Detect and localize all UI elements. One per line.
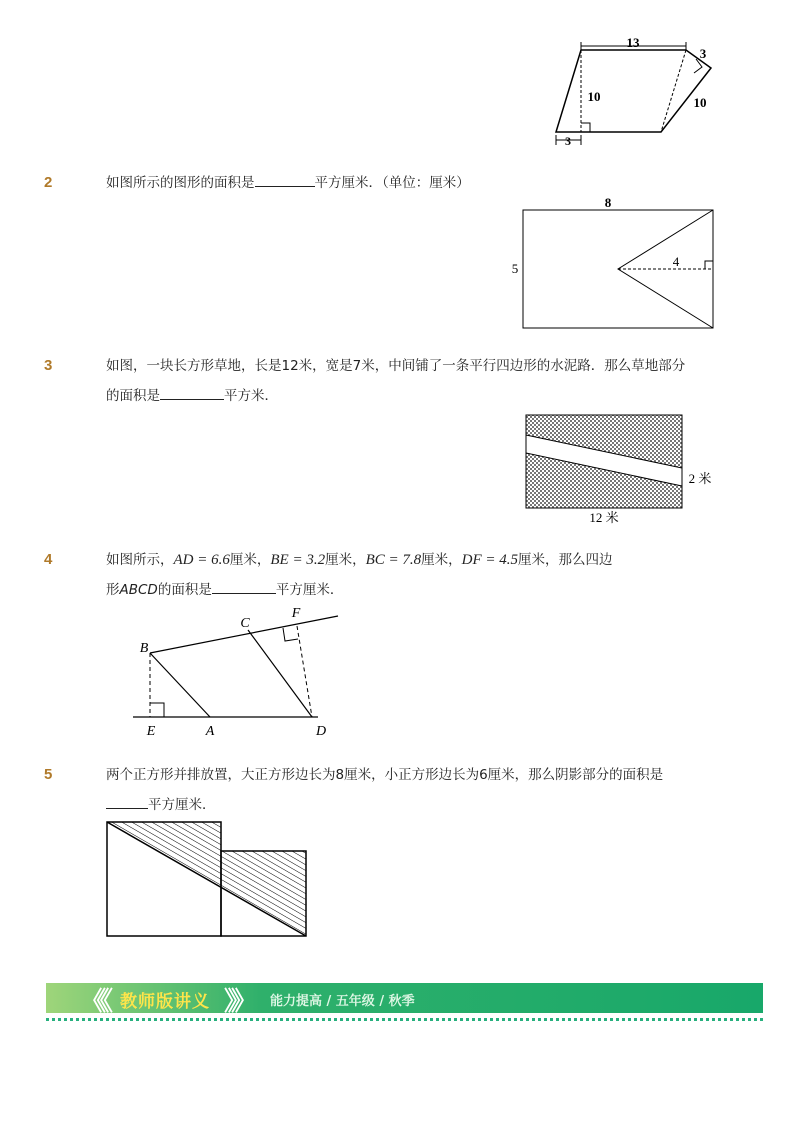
quad-abcd: ABCD (119, 582, 158, 598)
fig3-right-label: 2 米 (688, 471, 712, 486)
problem-4-text (106, 545, 613, 605)
unit-1: 厘米， (229, 552, 271, 568)
fig2-top-label: 8 (604, 195, 612, 210)
eq-df: DF = 4.5 (461, 552, 518, 568)
problem-3-line2-before: 的面积是 (106, 388, 160, 404)
fig2-left-label: 5 (511, 261, 519, 276)
problem-3-text (106, 351, 685, 411)
problem-2-before: 如图所示的图形的面积是 (106, 175, 255, 191)
figure-2-rectangle (505, 195, 720, 335)
figure-3-field (520, 410, 720, 528)
fig1-right-label: 10 (693, 95, 707, 110)
fig2-inner-label: 4 (672, 254, 680, 269)
eq-be: BE = 3.2 (270, 552, 326, 568)
unit-2: 厘米， (325, 552, 366, 568)
fig1-bottom-label: 3 (565, 134, 571, 148)
fig1-right-small-label: 3 (699, 46, 707, 61)
fig4-label-b: B (139, 641, 149, 656)
problem-5-text (106, 760, 663, 820)
problem-3-line2-after: 平方米． (224, 388, 278, 404)
unit-4: 厘米，那么四边 (518, 552, 613, 568)
problem-4-intro: 如图所示， (106, 552, 174, 568)
problem-4-number: 4 (44, 551, 53, 568)
footer-banner (46, 983, 763, 1017)
problem-2-after: 平方厘米．（单位：厘米） (314, 175, 470, 191)
fig4-label-e: E (146, 724, 156, 739)
fig4-label-d: D (315, 724, 327, 739)
problem-4-line2-b: 的面积是 (157, 582, 212, 598)
unit-3: 厘米， (421, 552, 462, 568)
problem-2-number: 2 (44, 174, 53, 191)
fig3-bottom-label: 12 米 (589, 510, 619, 525)
figure-5-squares (100, 815, 315, 945)
problem-5-line2-after: 平方厘米． (148, 797, 216, 813)
problem-2-blank[interactable] (255, 172, 315, 187)
problem-4-blank[interactable] (212, 579, 276, 594)
problem-2-text (106, 168, 470, 198)
footer-left-chevrons: 《《 (80, 987, 108, 1017)
problem-5-number: 5 (44, 766, 53, 783)
problem-3-blank[interactable] (160, 385, 224, 400)
problem-5-line1: 两个正方形并排放置，大正方形边长为8厘米，小正方形边长为6厘米，那么阴影部分的面积是 (106, 767, 664, 783)
problem-4-line2-a: 形 (106, 582, 120, 598)
fig4-label-c: C (240, 616, 250, 631)
figure-1-parallelogram (548, 34, 718, 152)
footer-breadcrumb: 能力提高 / 五年级 / 秋季 (270, 994, 415, 1009)
figure-4-quadrilateral (128, 600, 348, 742)
problem-3-number: 3 (44, 357, 53, 374)
fig4-label-a: A (205, 724, 215, 739)
fig1-height-label: 10 (587, 89, 601, 104)
problem-3-line1: 如图，一块长方形草地，长是12米，宽是7米，中间铺了一条平行四边形的水泥路．那么草地部分 (106, 358, 686, 374)
problem-5-blank[interactable] (106, 794, 148, 809)
footer-right-chevrons: 》》 (224, 987, 252, 1017)
fig1-top-label: 13 (626, 35, 640, 50)
eq-bc: BC = 7.8 (365, 552, 422, 568)
footer-divider (46, 1018, 763, 1021)
footer-title: 教师版讲义 (120, 992, 210, 1012)
fig4-label-f: F (291, 606, 301, 621)
problem-4-line2-c: 平方厘米． (275, 582, 344, 598)
eq-ad: AD = 6.6 (173, 552, 230, 568)
